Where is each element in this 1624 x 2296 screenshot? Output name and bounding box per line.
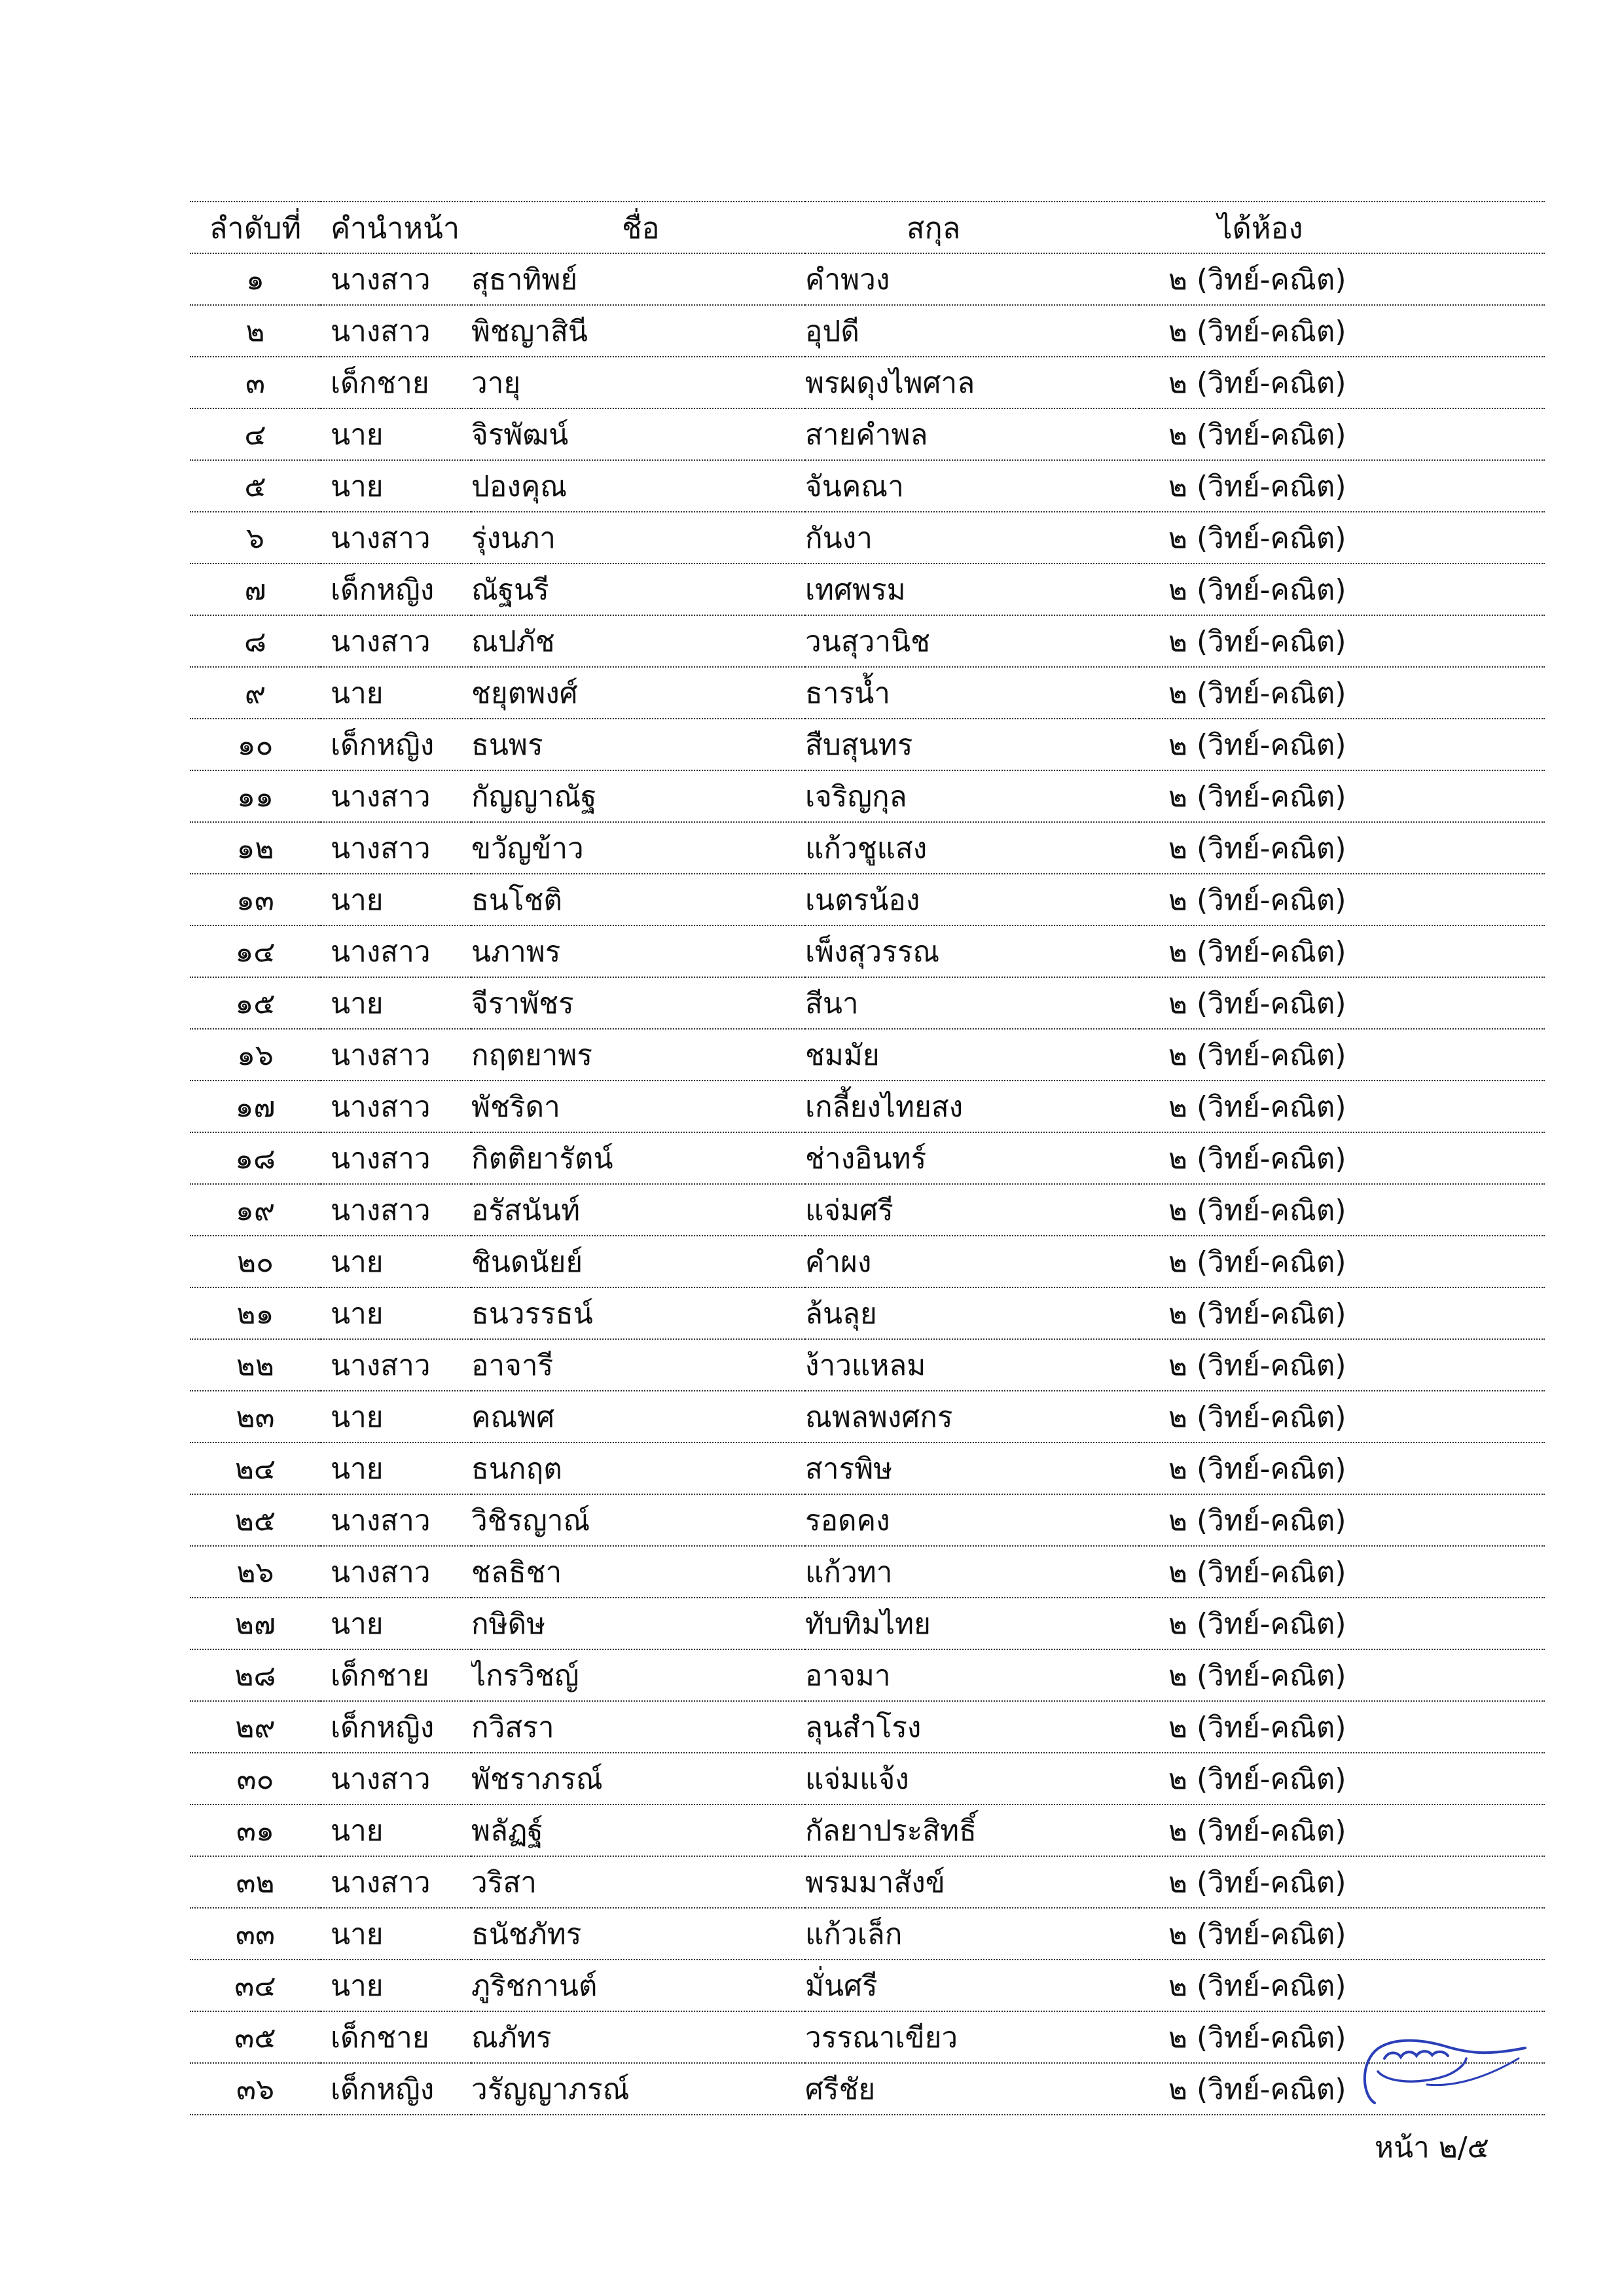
cell-last-name: ทับทิมไทย: [805, 1598, 1139, 1649]
cell-room: ๒ (วิทย์-คณิต): [1139, 253, 1545, 305]
cell-first-name: กฤตยาพร: [471, 1029, 805, 1081]
cell-no: ๓๕: [190, 2011, 321, 2063]
cell-room: ๒ (วิทย์-คณิต): [1139, 564, 1545, 615]
cell-room: ๒ (วิทย์-คณิต): [1139, 1132, 1545, 1184]
cell-title: เด็กชาย: [321, 1649, 471, 1701]
cell-title: นาย: [321, 1908, 471, 1960]
header-row: [190, 202, 1545, 253]
table-row: [190, 1081, 1545, 1132]
cell-room: ๒ (วิทย์-คณิต): [1139, 1494, 1545, 1546]
cell-no: ๘: [190, 615, 321, 667]
table-row: [190, 667, 1545, 719]
cell-room: ๒ (วิทย์-คณิต): [1139, 1287, 1545, 1339]
cell-first-name: ขวัญข้าว: [471, 822, 805, 874]
cell-no: ๓๖: [190, 2063, 321, 2115]
cell-last-name: ศรีชัย: [805, 2063, 1139, 2115]
cell-last-name: ง้าวแหลม: [805, 1339, 1139, 1391]
cell-no: ๑๓: [190, 874, 321, 925]
cell-first-name: วิชิรญาณ์: [471, 1494, 805, 1546]
table-row: [190, 874, 1545, 925]
cell-title: นางสาว: [321, 770, 471, 822]
cell-first-name: พลัฏฐ์: [471, 1804, 805, 1856]
cell-last-name: ช่างอินทร์: [805, 1132, 1139, 1184]
cell-no: ๒๙: [190, 1701, 321, 1753]
cell-last-name: เพ็งสุวรรณ: [805, 925, 1139, 977]
cell-title: นางสาว: [321, 925, 471, 977]
table-row: [190, 1546, 1545, 1598]
cell-room: ๒ (วิทย์-คณิต): [1139, 977, 1545, 1029]
cell-first-name: ธนวรรธน์: [471, 1287, 805, 1339]
header-last-name: [805, 202, 1139, 253]
table-row: [190, 1029, 1545, 1081]
cell-last-name: อาจมา: [805, 1649, 1139, 1701]
cell-title: นาย: [321, 1804, 471, 1856]
cell-last-name: ชมมัย: [805, 1029, 1139, 1081]
cell-last-name: แก้วเล็ก: [805, 1908, 1139, 1960]
cell-title: นางสาว: [321, 1081, 471, 1132]
cell-first-name: กษิดิษ: [471, 1598, 805, 1649]
cell-last-name: เกลี้ยงไทยสง: [805, 1081, 1139, 1132]
cell-room: ๒ (วิทย์-คณิต): [1139, 408, 1545, 460]
cell-room: ๒ (วิทย์-คณิต): [1139, 667, 1545, 719]
cell-no: ๕: [190, 460, 321, 512]
signature-stroke: [1365, 2041, 1525, 2103]
cell-title: นาย: [321, 1598, 471, 1649]
signature-stroke: [1384, 2051, 1448, 2058]
cell-no: ๒: [190, 305, 321, 357]
cell-last-name: แจ่มแจ้ง: [805, 1753, 1139, 1804]
cell-no: ๓๒: [190, 1856, 321, 1908]
cell-no: ๖: [190, 512, 321, 564]
table-row: [190, 822, 1545, 874]
cell-last-name: แก้วทา: [805, 1546, 1139, 1598]
header-last-name-label: สกุล: [907, 210, 961, 245]
cell-title: นางสาว: [321, 615, 471, 667]
cell-no: ๑๘: [190, 1132, 321, 1184]
cell-last-name: แก้วชูแสง: [805, 822, 1139, 874]
cell-room: ๒ (วิทย์-คณิต): [1139, 719, 1545, 770]
table-row: [190, 1649, 1545, 1701]
cell-no: ๒๘: [190, 1649, 321, 1701]
cell-room: ๒ (วิทย์-คณิต): [1139, 1960, 1545, 2011]
cell-room: ๒ (วิทย์-คณิต): [1139, 305, 1545, 357]
cell-no: ๑๒: [190, 822, 321, 874]
cell-no: ๑๙: [190, 1184, 321, 1236]
cell-first-name: ณัฐนรี: [471, 564, 805, 615]
cell-room: ๒ (วิทย์-คณิต): [1139, 1391, 1545, 1443]
cell-no: ๑๖: [190, 1029, 321, 1081]
cell-room: ๒ (วิทย์-คณิต): [1139, 1029, 1545, 1081]
table-row: [190, 460, 1545, 512]
cell-no: ๒๒: [190, 1339, 321, 1391]
table-row: [190, 2011, 1545, 2063]
cell-room: ๒ (วิทย์-คณิต): [1139, 1753, 1545, 1804]
cell-last-name: ธารน้ำ: [805, 667, 1139, 719]
cell-no: ๒๗: [190, 1598, 321, 1649]
cell-room: ๒ (วิทย์-คณิต): [1139, 1701, 1545, 1753]
cell-title: นางสาว: [321, 1494, 471, 1546]
cell-first-name: ชยุตพงศ์: [471, 667, 805, 719]
cell-room: ๒ (วิทย์-คณิต): [1139, 770, 1545, 822]
cell-first-name: ชินดนัยย์: [471, 1236, 805, 1287]
cell-room: ๒ (วิทย์-คณิต): [1139, 1598, 1545, 1649]
cell-title: นาย: [321, 408, 471, 460]
cell-last-name: สารพิษ: [805, 1443, 1139, 1494]
cell-room: ๒ (วิทย์-คณิต): [1139, 1184, 1545, 1236]
cell-last-name: เจริญกุล: [805, 770, 1139, 822]
cell-title: นางสาว: [321, 1856, 471, 1908]
cell-room: ๒ (วิทย์-คณิต): [1139, 357, 1545, 408]
table-row: [190, 2063, 1545, 2115]
cell-first-name: ธนพร: [471, 719, 805, 770]
cell-first-name: อรัสนันท์: [471, 1184, 805, 1236]
table-row: [190, 1184, 1545, 1236]
cell-first-name: จีราพัชร: [471, 977, 805, 1029]
cell-no: ๓๐: [190, 1753, 321, 1804]
cell-no: ๒๐: [190, 1236, 321, 1287]
cell-title: นาย: [321, 1443, 471, 1494]
cell-title: นางสาว: [321, 1753, 471, 1804]
signature-stroke: [1427, 2058, 1519, 2085]
cell-last-name: พรผดุงไพศาล: [805, 357, 1139, 408]
cell-title: นาย: [321, 1391, 471, 1443]
table-row: [190, 1494, 1545, 1546]
cell-no: ๒๕: [190, 1494, 321, 1546]
cell-title: นางสาว: [321, 305, 471, 357]
table-row: [190, 1908, 1545, 1960]
cell-no: ๔: [190, 408, 321, 460]
cell-no: ๑๐: [190, 719, 321, 770]
table-row: [190, 1236, 1545, 1287]
cell-last-name: เทศพรม: [805, 564, 1139, 615]
cell-first-name: จิรพัฒน์: [471, 408, 805, 460]
header-first-name: [471, 202, 805, 253]
cell-title: เด็กหญิง: [321, 2063, 471, 2115]
cell-no: ๑๔: [190, 925, 321, 977]
table-row: [190, 1753, 1545, 1804]
header-title: คำนำหน้า: [321, 202, 471, 253]
cell-last-name: รอดคง: [805, 1494, 1139, 1546]
cell-last-name: จันคณา: [805, 460, 1139, 512]
cell-title: นาย: [321, 460, 471, 512]
header-first-name-label: ชื่อ: [622, 210, 660, 245]
cell-no: ๓๔: [190, 1960, 321, 2011]
cell-first-name: กวิสรา: [471, 1701, 805, 1753]
cell-title: นางสาว: [321, 512, 471, 564]
cell-no: ๓๑: [190, 1804, 321, 1856]
cell-title: เด็กชาย: [321, 357, 471, 408]
cell-room: ๒ (วิทย์-คณิต): [1139, 2011, 1545, 2063]
table-row: [190, 1598, 1545, 1649]
cell-title: เด็กหญิง: [321, 564, 471, 615]
cell-last-name: เนตรน้อง: [805, 874, 1139, 925]
table-row: [190, 408, 1545, 460]
cell-room: ๒ (วิทย์-คณิต): [1139, 1804, 1545, 1856]
table-row: [190, 925, 1545, 977]
cell-room: ๒ (วิทย์-คณิต): [1139, 1339, 1545, 1391]
cell-title: เด็กหญิง: [321, 1701, 471, 1753]
cell-last-name: มั่นศรี: [805, 1960, 1139, 2011]
cell-last-name: คำพวง: [805, 253, 1139, 305]
cell-title: นาย: [321, 977, 471, 1029]
table-row: [190, 1443, 1545, 1494]
cell-no: ๑: [190, 253, 321, 305]
cell-first-name: คณพศ: [471, 1391, 805, 1443]
cell-no: ๙: [190, 667, 321, 719]
cell-last-name: สืบสุนทร: [805, 719, 1139, 770]
cell-first-name: ชลธิชา: [471, 1546, 805, 1598]
student-room-table: [190, 201, 1545, 2115]
cell-last-name: อุปดี: [805, 305, 1139, 357]
cell-title: นางสาว: [321, 822, 471, 874]
cell-room: ๒ (วิทย์-คณิต): [1139, 822, 1545, 874]
table-row: [190, 1856, 1545, 1908]
cell-room: ๒ (วิทย์-คณิต): [1139, 460, 1545, 512]
cell-title: เด็กหญิง: [321, 719, 471, 770]
cell-room: ๒ (วิทย์-คณิต): [1139, 1236, 1545, 1287]
table-row: [190, 1132, 1545, 1184]
cell-first-name: อาจารี: [471, 1339, 805, 1391]
cell-first-name: วริสา: [471, 1856, 805, 1908]
cell-last-name: วรรณาเขียว: [805, 2011, 1139, 2063]
cell-first-name: ภูริชกานต์: [471, 1960, 805, 2011]
cell-room: ๒ (วิทย์-คณิต): [1139, 1856, 1545, 1908]
cell-first-name: พิชญาสินี: [471, 305, 805, 357]
cell-last-name: ลุนสำโรง: [805, 1701, 1139, 1753]
cell-no: ๒๖: [190, 1546, 321, 1598]
cell-title: นาย: [321, 1287, 471, 1339]
table-body: [190, 253, 1545, 2115]
cell-last-name: ล้นลุย: [805, 1287, 1139, 1339]
cell-last-name: คำผง: [805, 1236, 1139, 1287]
cell-title: เด็กชาย: [321, 2011, 471, 2063]
cell-first-name: ธนโชติ: [471, 874, 805, 925]
table-row: [190, 512, 1545, 564]
cell-title: นางสาว: [321, 253, 471, 305]
table-row: [190, 357, 1545, 408]
cell-room: ๒ (วิทย์-คณิต): [1139, 512, 1545, 564]
cell-last-name: ณพลพงศกร: [805, 1391, 1139, 1443]
table-row: [190, 770, 1545, 822]
cell-room: ๒ (วิทย์-คณิต): [1139, 615, 1545, 667]
cell-no: ๒๔: [190, 1443, 321, 1494]
cell-no: ๑๗: [190, 1081, 321, 1132]
cell-first-name: ณปภัช: [471, 615, 805, 667]
cell-title: นางสาว: [321, 1339, 471, 1391]
cell-last-name: สีนา: [805, 977, 1139, 1029]
cell-first-name: พัชราภรณ์: [471, 1753, 805, 1804]
signature-stroke: [1378, 2058, 1466, 2081]
cell-room: ๒ (วิทย์-คณิต): [1139, 874, 1545, 925]
table-row: [190, 615, 1545, 667]
cell-first-name: รุ่งนภา: [471, 512, 805, 564]
cell-last-name: กันงา: [805, 512, 1139, 564]
cell-title: นาย: [321, 667, 471, 719]
table-row: [190, 977, 1545, 1029]
cell-last-name: พรมมาสังข์: [805, 1856, 1139, 1908]
page-number: หน้า ๒/๕: [1375, 2131, 1489, 2164]
cell-first-name: ธนัชภัทร: [471, 1908, 805, 1960]
table-row: [190, 1391, 1545, 1443]
cell-room: ๒ (วิทย์-คณิต): [1139, 1649, 1545, 1701]
table-row: [190, 1287, 1545, 1339]
cell-first-name: วายุ: [471, 357, 805, 408]
table-row: [190, 253, 1545, 305]
table-row: [190, 1339, 1545, 1391]
cell-room: ๒ (วิทย์-คณิต): [1139, 2063, 1545, 2115]
cell-no: ๗: [190, 564, 321, 615]
table-row: [190, 305, 1545, 357]
cell-room: ๒ (วิทย์-คณิต): [1139, 1081, 1545, 1132]
header-room: ได้ห้อง: [1139, 202, 1545, 253]
cell-no: ๒๓: [190, 1391, 321, 1443]
cell-title: นาย: [321, 1960, 471, 2011]
cell-title: นางสาว: [321, 1029, 471, 1081]
table-row: [190, 1804, 1545, 1856]
table-header: [190, 202, 1545, 253]
cell-no: ๑๑: [190, 770, 321, 822]
cell-room: ๒ (วิทย์-คณิต): [1139, 1546, 1545, 1598]
cell-last-name: แจ่มศรี: [805, 1184, 1139, 1236]
cell-no: ๑๕: [190, 977, 321, 1029]
cell-title: นางสาว: [321, 1132, 471, 1184]
header-no: ลำดับที่: [190, 202, 321, 253]
cell-first-name: สุธาทิพย์: [471, 253, 805, 305]
cell-room: ๒ (วิทย์-คณิต): [1139, 925, 1545, 977]
cell-first-name: วรัญญาภรณ์: [471, 2063, 805, 2115]
cell-first-name: ณภัทร: [471, 2011, 805, 2063]
cell-last-name: กัลยาประสิทธิ์: [805, 1804, 1139, 1856]
cell-title: นางสาว: [321, 1546, 471, 1598]
cell-first-name: กิตติยารัตน์: [471, 1132, 805, 1184]
signature-image: [1348, 2032, 1532, 2108]
table-row: [190, 719, 1545, 770]
cell-room: ๒ (วิทย์-คณิต): [1139, 1908, 1545, 1960]
cell-first-name: ธนกฤต: [471, 1443, 805, 1494]
cell-first-name: ไกรวิชญ์: [471, 1649, 805, 1701]
cell-title: นางสาว: [321, 1184, 471, 1236]
cell-title: นาย: [321, 1236, 471, 1287]
cell-first-name: นภาพร: [471, 925, 805, 977]
table-row: [190, 1701, 1545, 1753]
table-row: [190, 564, 1545, 615]
cell-last-name: สายคำพล: [805, 408, 1139, 460]
table-row: [190, 1960, 1545, 2011]
cell-last-name: วนสุวานิช: [805, 615, 1139, 667]
cell-title: นาย: [321, 874, 471, 925]
cell-no: ๒๑: [190, 1287, 321, 1339]
cell-no: ๓๓: [190, 1908, 321, 1960]
cell-first-name: พัชริดา: [471, 1081, 805, 1132]
cell-room: ๒ (วิทย์-คณิต): [1139, 1443, 1545, 1494]
cell-no: ๓: [190, 357, 321, 408]
cell-first-name: ปองคุณ: [471, 460, 805, 512]
cell-first-name: กัญญาณัฐ: [471, 770, 805, 822]
